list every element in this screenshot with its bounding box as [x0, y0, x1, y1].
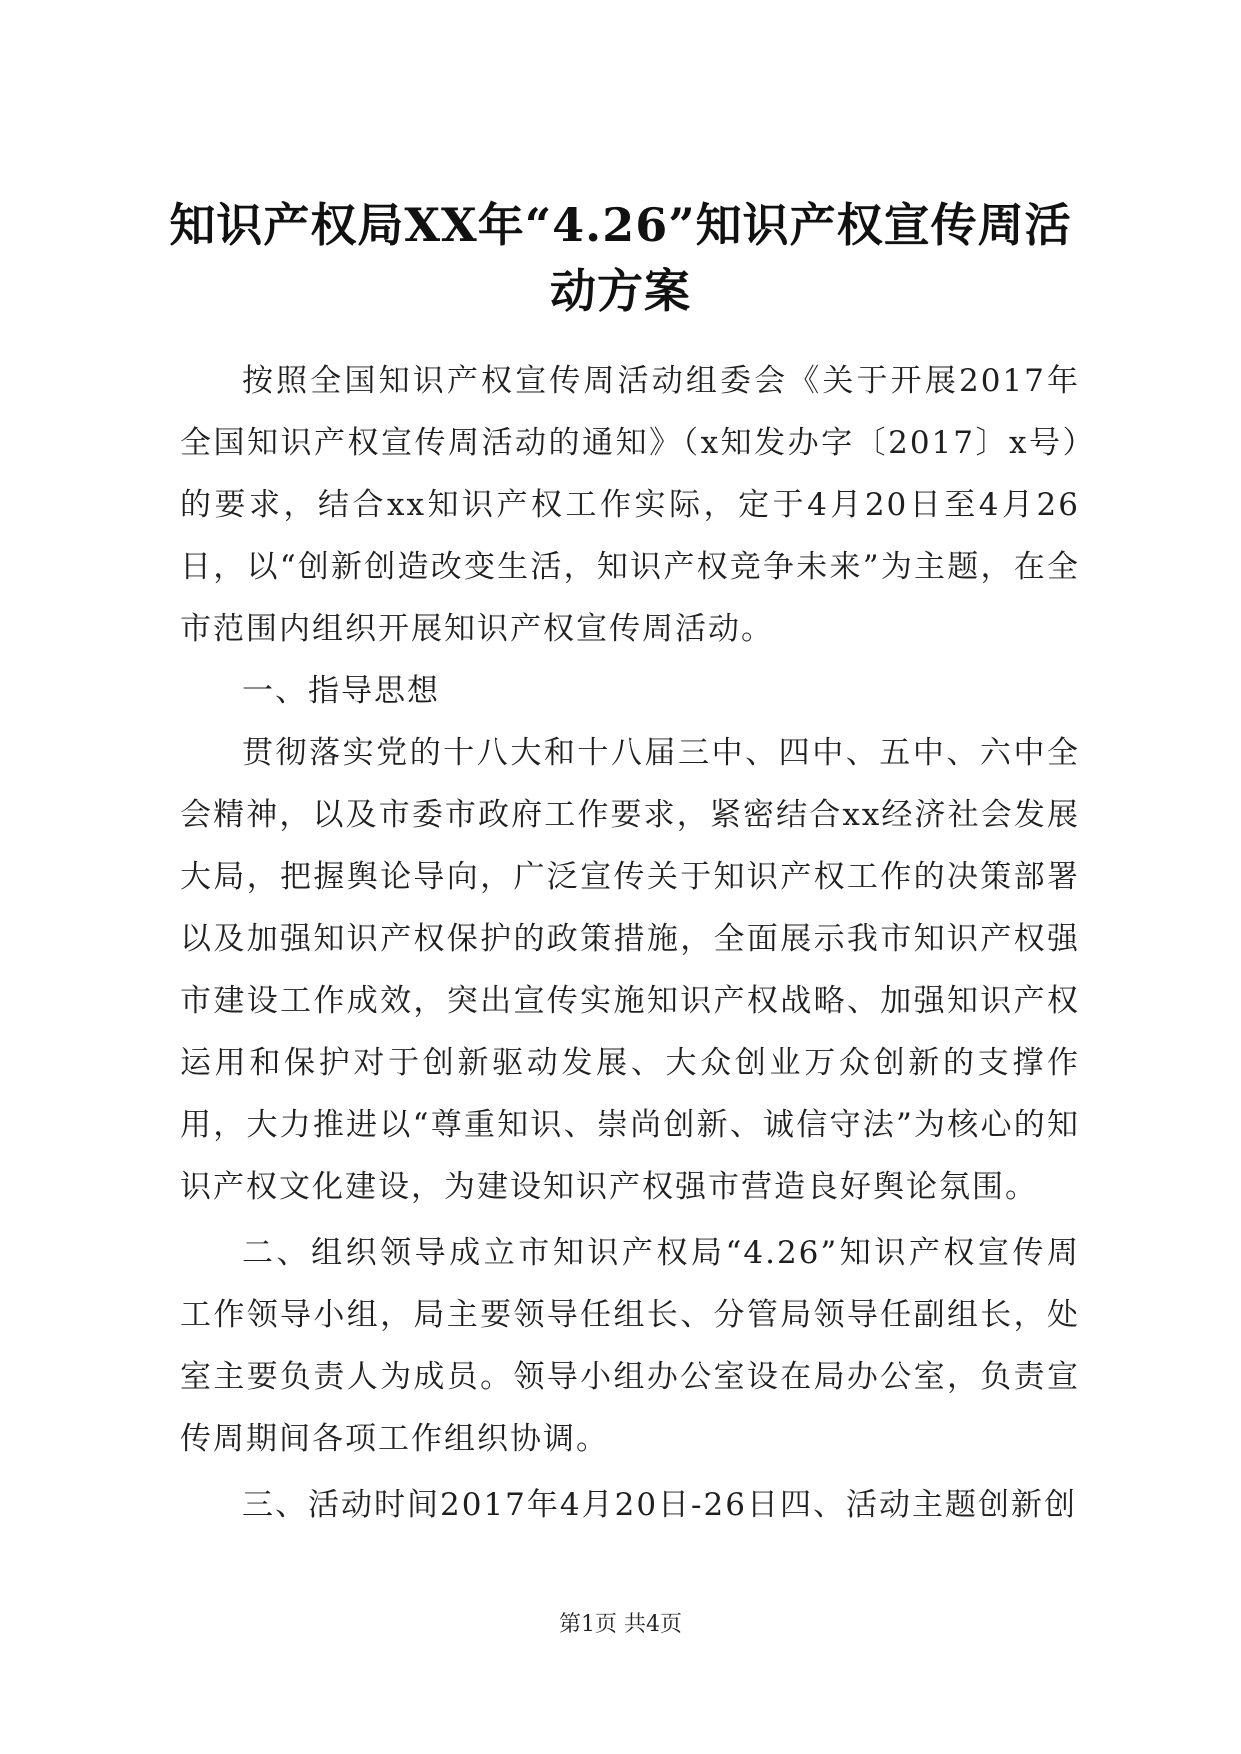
page-footer: 第1页 共4页 — [559, 1612, 682, 1637]
document-body — [180, 350, 1080, 1536]
section-heading-guiding-ideology: 一、指导思想 — [242, 673, 440, 709]
paragraph-activity-time: 三、活动时间2017年4月20日-26日四、活动主题创新创 — [242, 1487, 1077, 1523]
paragraph-guiding-ideology: 贯彻落实党的十八大和十八届三中、四中、五中、六中全会精神，以及市委市政府工作要求，紧密结合xx经济社会发展大局，把握舆论导向，广泛宣传关于知识产权工作的决策部署以及加强知识产权保护的政策措施，全面展示我市知识产权强市建设工作成效，突出宣传实施知识产权战略、加强知识产权运用和保护对于创新驱动发展、大众创业万众创新的支撑作用，大力推进以“尊重知识、崇尚创新、诚信守法”为核心的知识产权文化建设，为建设知识产权强市营造良好舆论氛围。 — [180, 735, 1080, 1205]
paragraph-organization: 二、组织领导成立市知识产权局“4.26”知识产权宣传周工作领导小组，局主要领导任组长、分管局领导任副组长，处室主要负责人为成员。领导小组办公室设在局办公室，负责宣传周期间各项工作组织协调。 — [180, 1235, 1080, 1457]
document-title: 知识产权局XX年“4.26”知识产权宣传周活动方案 — [169, 198, 1072, 318]
paragraph-intro: 按照全国知识产权宣传周活动组委会《关于开展2017年全国知识产权宣传周活动的通知》（x知发办字〔2017〕x号）的要求，结合xx知识产权工作实际，定于4月20日至4月26日，以“创新创造改变生活，知识产权竞争未来”为主题，在全市范围内组织开展知识产权宣传周活动。 — [180, 363, 1080, 647]
